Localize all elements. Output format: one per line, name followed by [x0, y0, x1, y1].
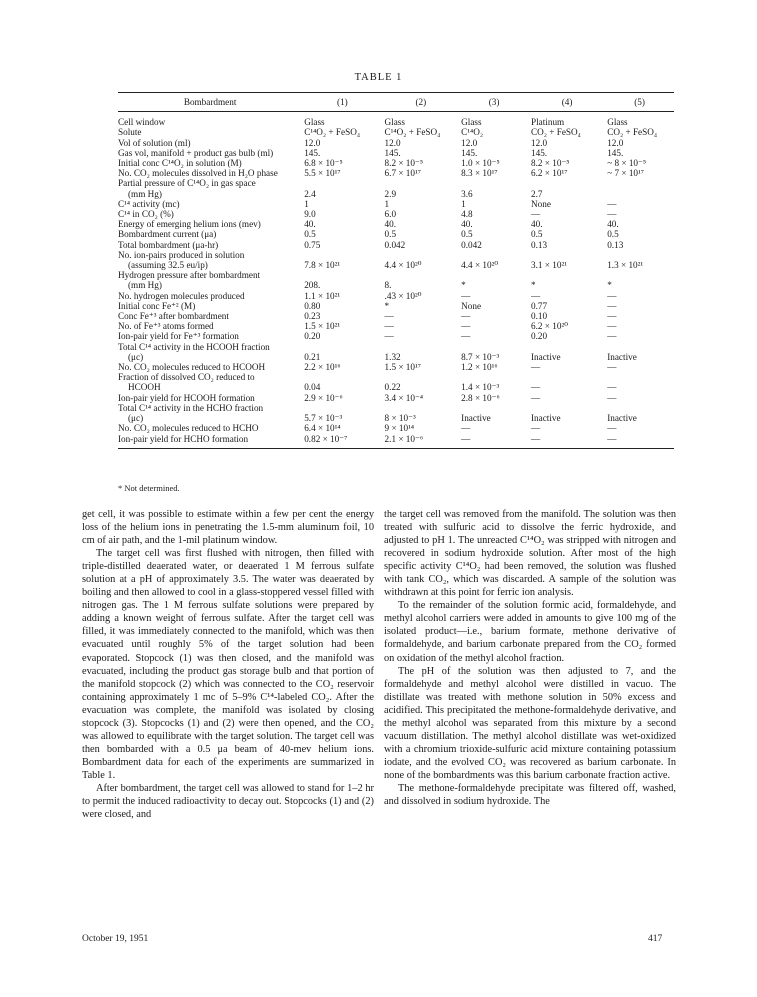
- value-cell: [302, 342, 382, 352]
- row-label-cell: (mm Hg): [128, 280, 162, 291]
- value-cell: 1.5 × 10²¹: [304, 321, 341, 332]
- value-cell: 0.042: [461, 239, 482, 250]
- value-cell: ~ 7 × 10¹⁷: [607, 168, 644, 179]
- row-label-cell: No. CO₂ molecules reduced to HCHO: [118, 423, 259, 434]
- value-cell: —: [531, 382, 541, 393]
- value-cell: .43 × 10²⁰: [384, 290, 422, 301]
- value-cell: 0.75: [304, 239, 321, 250]
- table-row: [118, 291, 674, 301]
- value-cell: 8 × 10⁻³: [384, 413, 416, 424]
- footer-date: October 19, 1951: [82, 934, 149, 944]
- value-cell: [459, 270, 529, 280]
- value-cell: 208.: [304, 280, 321, 291]
- value-cell: 2.4: [304, 188, 316, 199]
- value-cell: 0.20: [304, 331, 321, 342]
- value-cell: —: [607, 331, 617, 342]
- row-label-cell: Vol of solution (ml): [118, 137, 191, 148]
- value-cell: 9.0: [304, 209, 316, 220]
- value-cell: [302, 403, 382, 413]
- table-title: TABLE 1: [354, 72, 403, 83]
- row-label-cell: Ion-pair yield for HCHO formation: [118, 434, 302, 449]
- row-label-cell: (assuming 32.5 eu/ip): [128, 260, 208, 271]
- value-cell: —: [531, 392, 541, 403]
- value-cell: —: [607, 198, 617, 209]
- value-cell: 0.5: [461, 229, 473, 240]
- value-cell: 2.8 × 10⁻⁶: [461, 392, 500, 403]
- value-cell: 40.: [304, 219, 316, 230]
- value-cell: 40.: [461, 219, 473, 230]
- value-cell: C¹⁴O₂ + FeSO₄: [384, 127, 441, 138]
- value-cell: 0.13: [607, 239, 624, 250]
- value-cell: [605, 403, 674, 413]
- table-row: [118, 331, 674, 341]
- value-cell: 6.4 × 10¹⁴: [304, 423, 341, 434]
- value-cell: 2.9: [384, 188, 397, 199]
- value-cell: 6.7 × 10¹⁷: [384, 168, 421, 179]
- header-cell: Bombardment: [118, 93, 302, 112]
- value-cell: 1: [304, 198, 309, 209]
- value-cell: CO₂ + FeSO₄: [531, 127, 581, 138]
- value-cell: 0.5: [531, 229, 543, 240]
- value-cell: Inactive: [607, 413, 637, 424]
- value-cell: 3.6: [461, 188, 473, 199]
- row-label-cell: (mm Hg): [128, 188, 162, 199]
- value-cell: 0.21: [304, 351, 321, 362]
- value-cell: Inactive: [461, 413, 491, 424]
- value-cell: —: [607, 209, 617, 220]
- row-label-cell: No. of Fe⁺³ atoms formed: [118, 321, 214, 332]
- value-cell: 40.: [607, 219, 619, 230]
- value-cell: [302, 250, 382, 260]
- value-cell: 9 × 10¹⁴: [384, 423, 415, 434]
- value-cell: —: [605, 434, 674, 449]
- value-cell: 12.0: [384, 137, 401, 148]
- value-cell: [529, 403, 605, 413]
- paragraph: To the remainder of the solution formic acid, formaldehyde, and methyl alcohol carriers were added in amounts to give 100 mg of the isolated product—i.e., barium formate, methone derivative of formaldehyde, and barium carbonate prepared from the CO₂ formed on oxidation of the methyl alcohol fraction.: [384, 600, 676, 664]
- value-cell: —: [607, 311, 617, 322]
- value-cell: 7.8 × 10²¹: [304, 260, 341, 271]
- value-cell: [302, 270, 382, 280]
- value-cell: 6.8 × 10⁻⁵: [304, 158, 343, 169]
- row-label-cell: Hydrogen pressure after bombardment: [118, 270, 261, 281]
- row-label-cell: Total C¹⁴ activity in the HCOOH fraction: [118, 341, 270, 352]
- value-cell: 0.042: [384, 239, 406, 250]
- table-row: [118, 168, 674, 178]
- value-cell: —: [461, 311, 471, 322]
- value-cell: [459, 372, 529, 382]
- value-cell: [383, 270, 460, 280]
- value-cell: —: [531, 423, 541, 434]
- table-row: [118, 219, 674, 229]
- value-cell: 6.0: [384, 209, 397, 220]
- value-cell: Glass: [304, 117, 325, 128]
- value-cell: 4.4 × 10²⁰: [384, 260, 422, 271]
- row-label-cell: Conc Fe⁺³ after bombardment: [118, 311, 229, 322]
- value-cell: [302, 178, 382, 188]
- value-cell: [302, 372, 382, 382]
- row-label-cell: No. CO₂ molecules reduced to HCOOH: [118, 362, 266, 373]
- value-cell: 145.: [607, 147, 624, 158]
- value-cell: —: [607, 321, 617, 332]
- value-cell: *: [607, 280, 612, 291]
- value-cell: —: [461, 321, 471, 332]
- value-cell: [605, 178, 674, 188]
- table-row: [118, 372, 674, 382]
- value-cell: [459, 342, 529, 352]
- value-cell: [605, 189, 674, 199]
- table-row: [118, 423, 674, 433]
- bombardment-table-wrap: [118, 92, 674, 449]
- table-row: [118, 178, 674, 188]
- value-cell: Inactive: [607, 351, 637, 362]
- table-row: [118, 342, 674, 352]
- value-cell: 2.7: [531, 188, 543, 199]
- value-cell: [605, 250, 674, 260]
- value-cell: [459, 403, 529, 413]
- table-row: [118, 413, 674, 423]
- value-cell: —: [607, 423, 617, 434]
- table-row: [118, 403, 674, 413]
- table-row: [118, 209, 674, 219]
- value-cell: 8.2 × 10⁻⁵: [384, 158, 424, 169]
- row-label-cell: Energy of emerging helium ions (mev): [118, 219, 261, 230]
- row-label-cell: (μc): [128, 351, 144, 362]
- value-cell: 12.0: [531, 137, 548, 148]
- value-cell: [383, 403, 460, 413]
- row-label-cell: Partial pressure of C¹⁴O₂ in gas space: [118, 178, 256, 189]
- value-cell: 3.4 × 10⁻⁴: [384, 392, 424, 403]
- value-cell: 3.1 × 10²¹: [531, 260, 567, 271]
- value-cell: C¹⁴O₂: [461, 127, 484, 138]
- value-cell: —: [384, 311, 394, 322]
- row-label-cell: No. CO₂ molecules dissolved in H₂O phase: [118, 168, 278, 179]
- row-label-cell: Cell window: [118, 117, 166, 128]
- table-row: [118, 280, 674, 290]
- table-row: [118, 250, 674, 260]
- table-row: [118, 382, 674, 392]
- value-cell: *: [461, 280, 466, 291]
- value-cell: —: [607, 392, 617, 403]
- value-cell: [529, 178, 605, 188]
- value-cell: [529, 342, 605, 352]
- value-cell: 40.: [384, 219, 397, 230]
- value-cell: —: [529, 434, 605, 449]
- value-cell: 5.5 × 10¹⁷: [304, 168, 341, 179]
- table-row: [118, 362, 674, 372]
- value-cell: Glass: [384, 117, 405, 128]
- value-cell: —: [607, 382, 617, 393]
- table-body: [118, 112, 674, 449]
- value-cell: 12.0: [607, 137, 624, 148]
- value-cell: 1.3 × 10²¹: [607, 260, 644, 271]
- table-row: [118, 138, 674, 148]
- value-cell: 5.7 × 10⁻³: [304, 413, 343, 424]
- value-cell: 1.0 × 10⁻⁵: [461, 158, 500, 169]
- row-label-cell: HCOOH: [128, 382, 161, 393]
- value-cell: 40.: [531, 219, 543, 230]
- value-cell: —: [607, 300, 617, 311]
- value-cell: 0.77: [531, 300, 548, 311]
- value-cell: —: [531, 290, 541, 301]
- row-label-cell: Gas vol, manifold + product gas bulb (ml): [118, 147, 274, 158]
- row-label-cell: (μc): [128, 413, 144, 424]
- row-label-cell: Bombardment current (μa): [118, 229, 217, 240]
- paragraph: The methone-formaldehyde precipitate was filtered off, washed, and dissolved in sodium hydroxide. The: [384, 782, 676, 808]
- value-cell: 2.1 × 10⁻⁶: [383, 434, 460, 449]
- value-cell: 145.: [531, 147, 548, 158]
- row-label-cell: Fraction of dissolved CO₂ reduced to: [118, 372, 255, 383]
- table-row: [118, 240, 674, 250]
- value-cell: 0.23: [304, 311, 321, 322]
- header-cell: (4): [529, 93, 605, 112]
- table-row: [118, 270, 674, 280]
- value-cell: 4.4 × 10²⁰: [461, 260, 499, 271]
- row-label-cell: Total C¹⁴ activity in the HCHO fraction: [118, 402, 264, 413]
- value-cell: 1: [461, 198, 466, 209]
- footer-page-number: 417: [648, 934, 663, 944]
- value-cell: —: [384, 331, 394, 342]
- value-cell: 6.2 × 10²⁰: [531, 321, 568, 332]
- value-cell: [529, 270, 605, 280]
- value-cell: —: [531, 209, 541, 220]
- value-cell: 8.: [384, 280, 392, 291]
- left-text-column: [82, 508, 374, 821]
- value-cell: —: [531, 362, 541, 373]
- value-cell: [383, 178, 460, 188]
- value-cell: 0.5: [304, 229, 316, 240]
- value-cell: ~ 8 × 10⁻⁵: [607, 158, 647, 169]
- value-cell: 0.20: [531, 331, 548, 342]
- value-cell: —: [607, 362, 617, 373]
- table-row: [118, 434, 674, 449]
- value-cell: Glass: [607, 117, 628, 128]
- paragraph: After bombardment, the target cell was allowed to stand for 1–2 hr to permit the induced radioactivity to decay out. Stopcocks (1) and (2) were closed, and: [82, 782, 374, 821]
- header-cell: (3): [459, 93, 529, 112]
- row-label-cell: C¹⁴ in CO₂ (%): [118, 209, 174, 220]
- value-cell: 0.10: [531, 311, 548, 322]
- table-row: [118, 112, 674, 128]
- table-row: [118, 260, 674, 270]
- value-cell: None: [531, 198, 551, 209]
- value-cell: 0.13: [531, 239, 548, 250]
- row-label-cell: No. ion-pairs produced in solution: [118, 249, 245, 260]
- value-cell: —: [607, 290, 617, 301]
- table-row: [118, 199, 674, 209]
- value-cell: Inactive: [531, 413, 561, 424]
- value-cell: 0.82 × 10⁻⁷: [302, 434, 382, 449]
- table-row: [118, 158, 674, 168]
- row-label-cell: Initial conc C¹⁴O₂ in solution (M): [118, 158, 242, 169]
- value-cell: [383, 372, 460, 382]
- value-cell: 1.2 × 10¹⁶: [461, 362, 498, 373]
- value-cell: 1: [384, 198, 390, 209]
- paragraph: the target cell was removed from the manifold. The solution was then treated with sulfuric acid to dissolve the ferric hydroxide, and adjusted to pH 1. The unreacted C¹⁴O₂ was stripped with nitrogen and recovered in sodium hydroxide solution. After most of the high specific activity C¹⁴O₂ had been removed, the solution was flushed with tank CO₂, which was discarded. A sample of the solution was withdrawn at this point for ferric ion analysis.: [384, 509, 676, 599]
- table-row: [118, 148, 674, 158]
- value-cell: 12.0: [304, 137, 321, 148]
- value-cell: 8.7 × 10⁻³: [461, 351, 500, 362]
- value-cell: —: [461, 423, 471, 434]
- value-cell: 0.5: [607, 229, 619, 240]
- table-row: [118, 189, 674, 199]
- header-cell: (2): [383, 93, 460, 112]
- paragraph: The target cell was first flushed with nitrogen, then filled with triple-distilled deaerated water, or deaerated 1 M ferrous sulfate solution at a pH of approximately 3.5. The water was deaerated by boiling and then allowed to cool in a glass-stoppered vessel filled with nitrogen gas. The 1 M ferrous sulfate solutions were prepared by adding a known weight of ferrous sulfate. After the target cell was filled, it was immediately connected to the manifold, which was then evacuated until roughly 5% of the target solution had been evaporated. Stopcock (1) was then closed, and the manifold was evacuated, including the product gas storage bulb and that portion of the manifold stopcock (2) which was connected to the CO₂ reservoir containing approximately 1 mc of 5–9% C¹⁴-labeled CO₂. After the evacuation was complete, the manifold was isolated by closing stopcock (3). Stopcocks (1) and (2) were then opened, and the CO₂ was allowed to equilibrate with the target solution. The target cell was then bombarded with a 0.5 μa beam of 40-mev helium ions. Bombardment data for each of the experiments are summarized in Table 1.: [82, 548, 374, 781]
- value-cell: 2.9 × 10⁻⁶: [304, 392, 343, 403]
- value-cell: Glass: [461, 117, 482, 128]
- value-cell: 2.2 × 10¹⁶: [304, 362, 341, 373]
- value-cell: CO₂ + FeSO₄: [607, 127, 658, 138]
- row-label-cell: Initial conc Fe⁺² (M): [118, 300, 196, 311]
- value-cell: *: [384, 300, 390, 311]
- value-cell: 0.22: [384, 382, 401, 393]
- row-label-cell: Ion-pair yield for Fe⁺³ formation: [118, 331, 239, 342]
- value-cell: 145.: [304, 147, 321, 158]
- value-cell: 12.0: [461, 137, 478, 148]
- value-cell: None: [461, 300, 482, 311]
- value-cell: C¹⁴O₂ + FeSO₄: [304, 127, 361, 138]
- value-cell: 1.32: [384, 351, 401, 362]
- value-cell: 4.8: [461, 209, 473, 220]
- value-cell: [459, 250, 529, 260]
- value-cell: [605, 270, 674, 280]
- value-cell: —: [384, 321, 394, 332]
- value-cell: 145.: [384, 147, 401, 158]
- value-cell: —: [461, 331, 471, 342]
- value-cell: 0.5: [384, 229, 397, 240]
- bombardment-table: [118, 92, 674, 449]
- value-cell: [529, 372, 605, 382]
- row-label-cell: Total bombardment (μa-hr): [118, 239, 219, 250]
- value-cell: [605, 342, 674, 352]
- value-cell: 145.: [461, 147, 478, 158]
- value-cell: 8.3 × 10¹⁷: [461, 168, 498, 179]
- value-cell: 1.4 × 10⁻³: [461, 382, 500, 393]
- table-footnote: * Not determined.: [118, 483, 180, 493]
- value-cell: Platinum: [531, 117, 565, 128]
- header-cell: (5): [605, 93, 674, 112]
- value-cell: [383, 250, 460, 260]
- row-label-cell: C¹⁴ activity (mc): [118, 198, 180, 209]
- value-cell: 1.5 × 10¹⁷: [384, 362, 421, 373]
- table-row: [118, 393, 674, 403]
- table-header-row: [118, 93, 674, 112]
- right-text-column: [384, 508, 676, 808]
- row-label-cell: No. hydrogen molecules produced: [118, 290, 245, 301]
- value-cell: Inactive: [531, 351, 561, 362]
- value-cell: 6.2 × 10¹⁷: [531, 168, 568, 179]
- value-cell: 8.2 × 10⁻⁵: [531, 158, 570, 169]
- table-row: [118, 311, 674, 321]
- table-row: [118, 352, 674, 362]
- value-cell: 0.80: [304, 300, 321, 311]
- paragraph: get cell, it was possible to estimate within a few per cent the energy loss of the helium ions in penetrating the 1.5-mm aluminum foil, 10 cm of air path, and the 1-mil platinum window.: [82, 509, 374, 547]
- header-cell: (1): [302, 93, 382, 112]
- table-row: [118, 301, 674, 311]
- paragraph: The pH of the solution was then adjusted to 7, and the formaldehyde and methyl alcohol were distilled in vacuo. The distillate was treated with methone solution in 50% excess and acidified. This precipitated the methone-formaldehyde derivative, and the methyl alcohol was separated from this mixture by a second vacuum distillation. The methyl alcohol distillate was wet-oxidized with a chromium trioxide-sulfuric acid mixture containing potassium iodate, and the evolved CO₂ was recovered as barium carbonate. In none of the bombardments was this barium carbonate fraction active.: [384, 665, 676, 781]
- row-label-cell: Solute: [118, 127, 142, 138]
- table-row: [118, 127, 674, 137]
- value-cell: [383, 342, 460, 352]
- value-cell: *: [531, 280, 536, 291]
- value-cell: 1.1 × 10²¹: [304, 290, 341, 301]
- value-cell: [459, 178, 529, 188]
- value-cell: 0.04: [304, 382, 321, 393]
- value-cell: [605, 372, 674, 382]
- value-cell: —: [459, 434, 529, 449]
- table-row: [118, 229, 674, 239]
- row-label-cell: Ion-pair yield for HCOOH formation: [118, 392, 255, 403]
- value-cell: —: [461, 290, 471, 301]
- table-row: [118, 321, 674, 331]
- value-cell: [529, 250, 605, 260]
